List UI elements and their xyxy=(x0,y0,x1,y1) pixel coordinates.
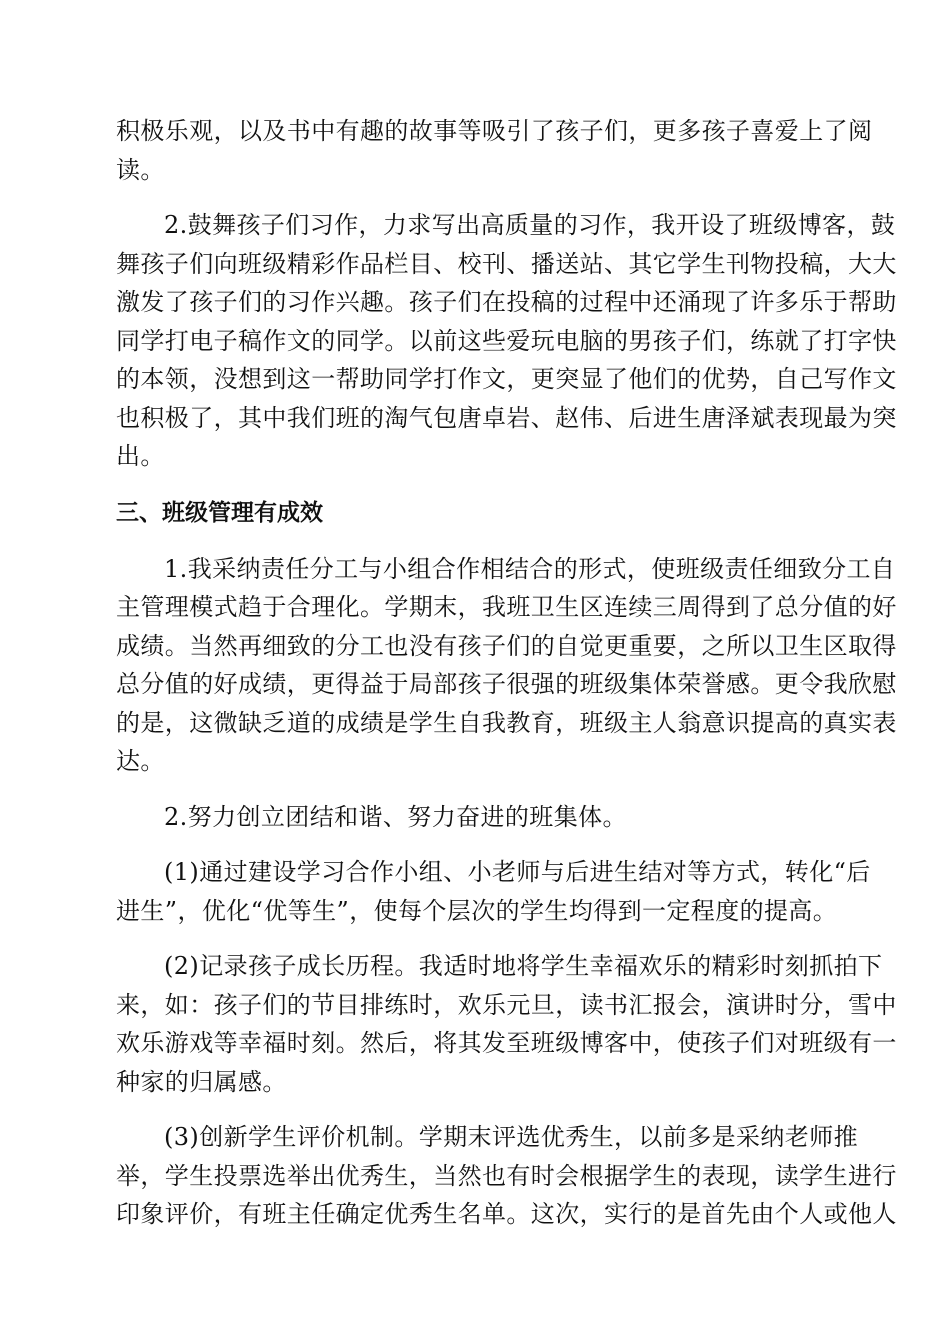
text-line: 欢乐游戏等幸福时刻。然后，将其发至班级博客中，使孩子们对班级有一 xyxy=(116,1029,897,1057)
text-line: (3)创新学生评价机制。学期末评选优秀生，以前多是采纳老师推 xyxy=(164,1123,858,1151)
text-line: 印象评价，有班主任确定优秀生名单。这次，实行的是首先由个人或他人 xyxy=(116,1200,897,1228)
text-line: 同学打电子稿作文的同学。以前这些爱玩电脑的男孩子们，练就了打字快 xyxy=(116,326,897,355)
text-line: (1)通过建设学习合作小组、小老师与后进生结对等方式，转化“后 xyxy=(164,858,871,886)
text-line: 读。 xyxy=(116,155,165,184)
text-line: 进生”，优化“优等生”，使每个层次的学生均得到一定程度的提高。 xyxy=(116,896,838,925)
text-line: 举，学生投票选举出优秀生，当然也有时会根据学生的表现，读学生进行 xyxy=(116,1161,897,1190)
text-line: (2)记录孩子成长历程。我适时地将学生幸福欢乐的精彩时刻抓拍下 xyxy=(164,952,883,980)
document-page xyxy=(116,112,897,1234)
text-line: 积极乐观，以及书中有趣的故事等吸引了孩子们，更多孩子喜爱上了阅 xyxy=(116,117,873,145)
text-line: 舞孩子们向班级精彩作品栏目、校刊、播送站、其它学生刊物投稿，大大 xyxy=(116,249,897,278)
paragraph-4 xyxy=(116,798,834,837)
text-line: 主管理模式趋于合理化。学期末，我班卫生区连续三周得到了总分值的好 xyxy=(116,593,897,621)
paragraph-7 xyxy=(116,1118,897,1234)
text-line: 种家的归属感。 xyxy=(116,1067,287,1096)
text-line: 2.鼓舞孩子们习作，力求写出高质量的习作，我开设了班级博客，鼓 xyxy=(164,211,896,239)
text-line: 达。 xyxy=(116,747,165,775)
text-line: 总分值的好成绩，更得益于局部孩子很强的班级集体荣誉感。更令我欣慰 xyxy=(116,670,897,698)
paragraph-5 xyxy=(116,853,871,930)
paragraph-1 xyxy=(116,112,873,189)
paragraph-3 xyxy=(116,550,897,781)
text-line: 激发了孩子们的习作兴趣。孩子们在投稿的过程中还涌现了许多乐于帮助 xyxy=(116,288,897,316)
text-line: 来，如：孩子们的节目排练时，欢乐元旦，读书汇报会，演讲时分，雪中 xyxy=(116,990,897,1019)
text-line: 2.努力创立团结和谐、努力奋进的班集体。 xyxy=(164,802,627,831)
paragraph-2 xyxy=(116,206,897,476)
paragraph-6 xyxy=(116,947,897,1101)
text-line: 1.我采纳责任分工与小组合作相结合的形式，使班级责任细致分工自 xyxy=(164,554,896,583)
text-line: 也积极了，其中我们班的淘气包唐卓岩、赵伟、后进生唐泽斌表现最为突 xyxy=(116,403,897,432)
text-line: 出。 xyxy=(116,442,165,470)
section-heading: 三、班级管理有成效 xyxy=(116,499,323,526)
text-line: 的本领，没想到这一帮助同学打作文，更突显了他们的优势，自己写作文 xyxy=(116,365,897,393)
text-line: 成绩。当然再细致的分工也没有孩子们的自觉更重要，之所以卫生区取得 xyxy=(116,631,897,660)
text-line: 的是，这微缺乏道的成绩是学生自我教育，班级主人翁意识提高的真实表 xyxy=(116,708,897,737)
